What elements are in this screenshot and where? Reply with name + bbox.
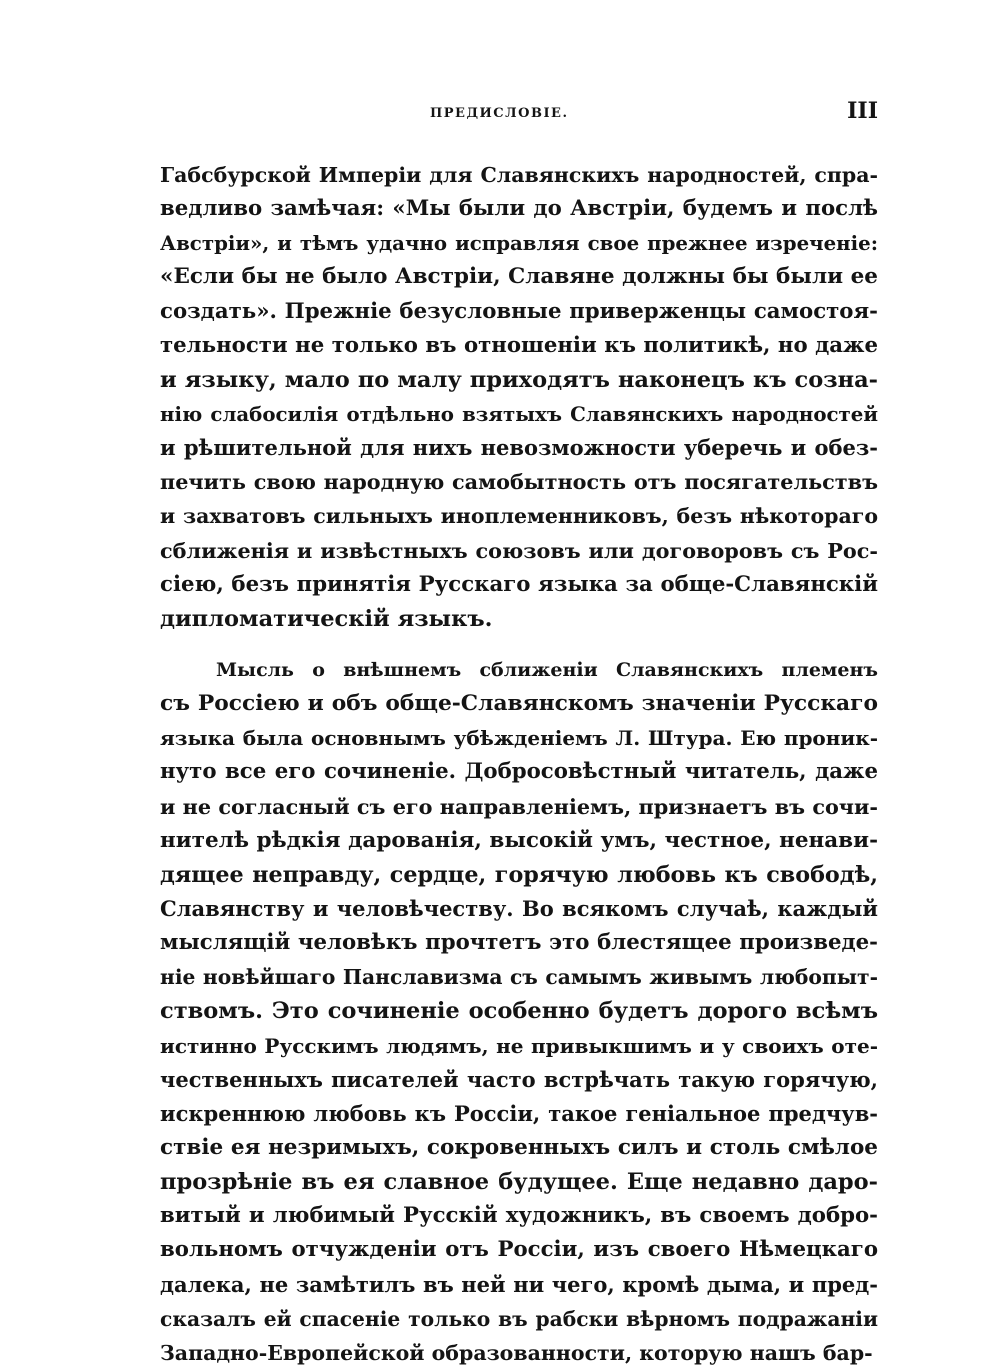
text-line: дящее неправду, сердце, горячую любовь къ свободѣ,: [160, 861, 878, 888]
text-line: вольномъ отчужденіи отъ Россіи, изъ своего Нѣмецкаго: [160, 1237, 878, 1263]
text-line: нителѣ рѣдкія дарованія, высокій умъ, честное, ненави-: [160, 827, 878, 853]
paragraph: [160, 158, 878, 636]
text-line: истинно Русскимъ людямъ, не привыкшимъ и у своихъ оте-: [160, 1033, 878, 1058]
text-line: Австріи», и тѣмъ удачно исправляя свое прежнее изреченіе:: [160, 231, 878, 256]
text-line: и захватовъ сильныхъ иноплеменниковъ, безъ нѣкотораго: [160, 504, 878, 529]
text-line: прозрѣніе въ ея славное будущее. Еще недавно даро-: [160, 1169, 878, 1196]
text-line: мыслящій человѣкъ прочтетъ это блестящее произведе-: [160, 930, 878, 956]
text-line: печить свою народную самобытность отъ посягательствъ: [160, 470, 878, 495]
text-line: далека, не замѣтилъ въ ней ни чего, кромѣ дыма, и пред-: [160, 1271, 878, 1297]
text-line: тельности не только въ отношеніи къ политикѣ, но даже: [160, 332, 878, 358]
text-line: ствомъ. Это сочиненіе особенно будетъ дорого всѣмъ: [160, 998, 878, 1025]
text-line: нуто все его сочиненіе. Добросовѣстный читатель, даже: [160, 759, 878, 785]
body-text: [160, 158, 878, 1370]
text-line: языка была основнымъ убѣжденіемъ Л. Штура. Ею проник-: [160, 726, 878, 751]
running-title: ПРЕДИСЛОВІЕ.: [430, 106, 569, 121]
text-line: чественныхъ писателей часто встрѣчать такую горячую,: [160, 1066, 878, 1092]
running-head: [160, 98, 878, 130]
text-line: съ Россіею и объ обще-Славянскомъ значеніи Русскаго: [160, 691, 878, 717]
text-line: ведливо замѣчая: «Мы были до Австріи, будемъ и послѣ: [160, 196, 878, 222]
text-line: Западно-Европейской образованности, которую нашъ бар-: [160, 1340, 873, 1365]
text-line: ніе новѣйшаго Панславизма съ самымъ живымъ любопыт-: [160, 965, 878, 990]
text-line: ствіе ея незримыхъ, сокровенныхъ силъ и столь смѣлое: [160, 1134, 878, 1160]
text-line: Славянству и человѣчеству. Во всякомъ случаѣ, каждый: [160, 895, 878, 921]
paragraph: [160, 653, 878, 1370]
text-line: искреннюю любовь къ Россіи, такое геніальное предчув-: [160, 1100, 878, 1126]
text-line: витый и любимый Русскій художникъ, въ своемъ добро-: [160, 1203, 878, 1229]
text-line: и языку, мало по малу приходятъ наконецъ къ созна-: [160, 366, 878, 393]
text-line: Мысль о внѣшнемъ сближеніи Славянскихъ племенъ: [216, 658, 878, 681]
text-line: сіею, безъ принятія Русскаго языка за обще-Славянскій: [160, 571, 878, 597]
text-line: сближенія и извѣстныхъ союзовъ или договоровъ съ Рос-: [160, 538, 878, 563]
text-line: и рѣшительной для нихъ невозможности уберечь и обез-: [160, 435, 878, 461]
text-line: создать». Прежніе безусловные приверженцы самостоя-: [160, 298, 878, 324]
text-line: «Если бы не было Австріи, Славяне должны бы были ее: [160, 264, 878, 290]
text-line: дипломатическій языкъ.: [160, 605, 493, 632]
page-number: III: [847, 98, 878, 124]
text-line: сказалъ ей спасеніе только въ рабски вѣрномъ подражаніи: [160, 1306, 878, 1331]
text-line: и не согласный съ его направленіемъ, признаетъ въ сочи-: [160, 794, 878, 819]
text-line: нію слабосилія отдѣльно взятыхъ Славянскихъ народностей: [160, 401, 878, 426]
text-line: Габсбурской Имперіи для Славянскихъ народностей, спра-: [160, 163, 878, 187]
